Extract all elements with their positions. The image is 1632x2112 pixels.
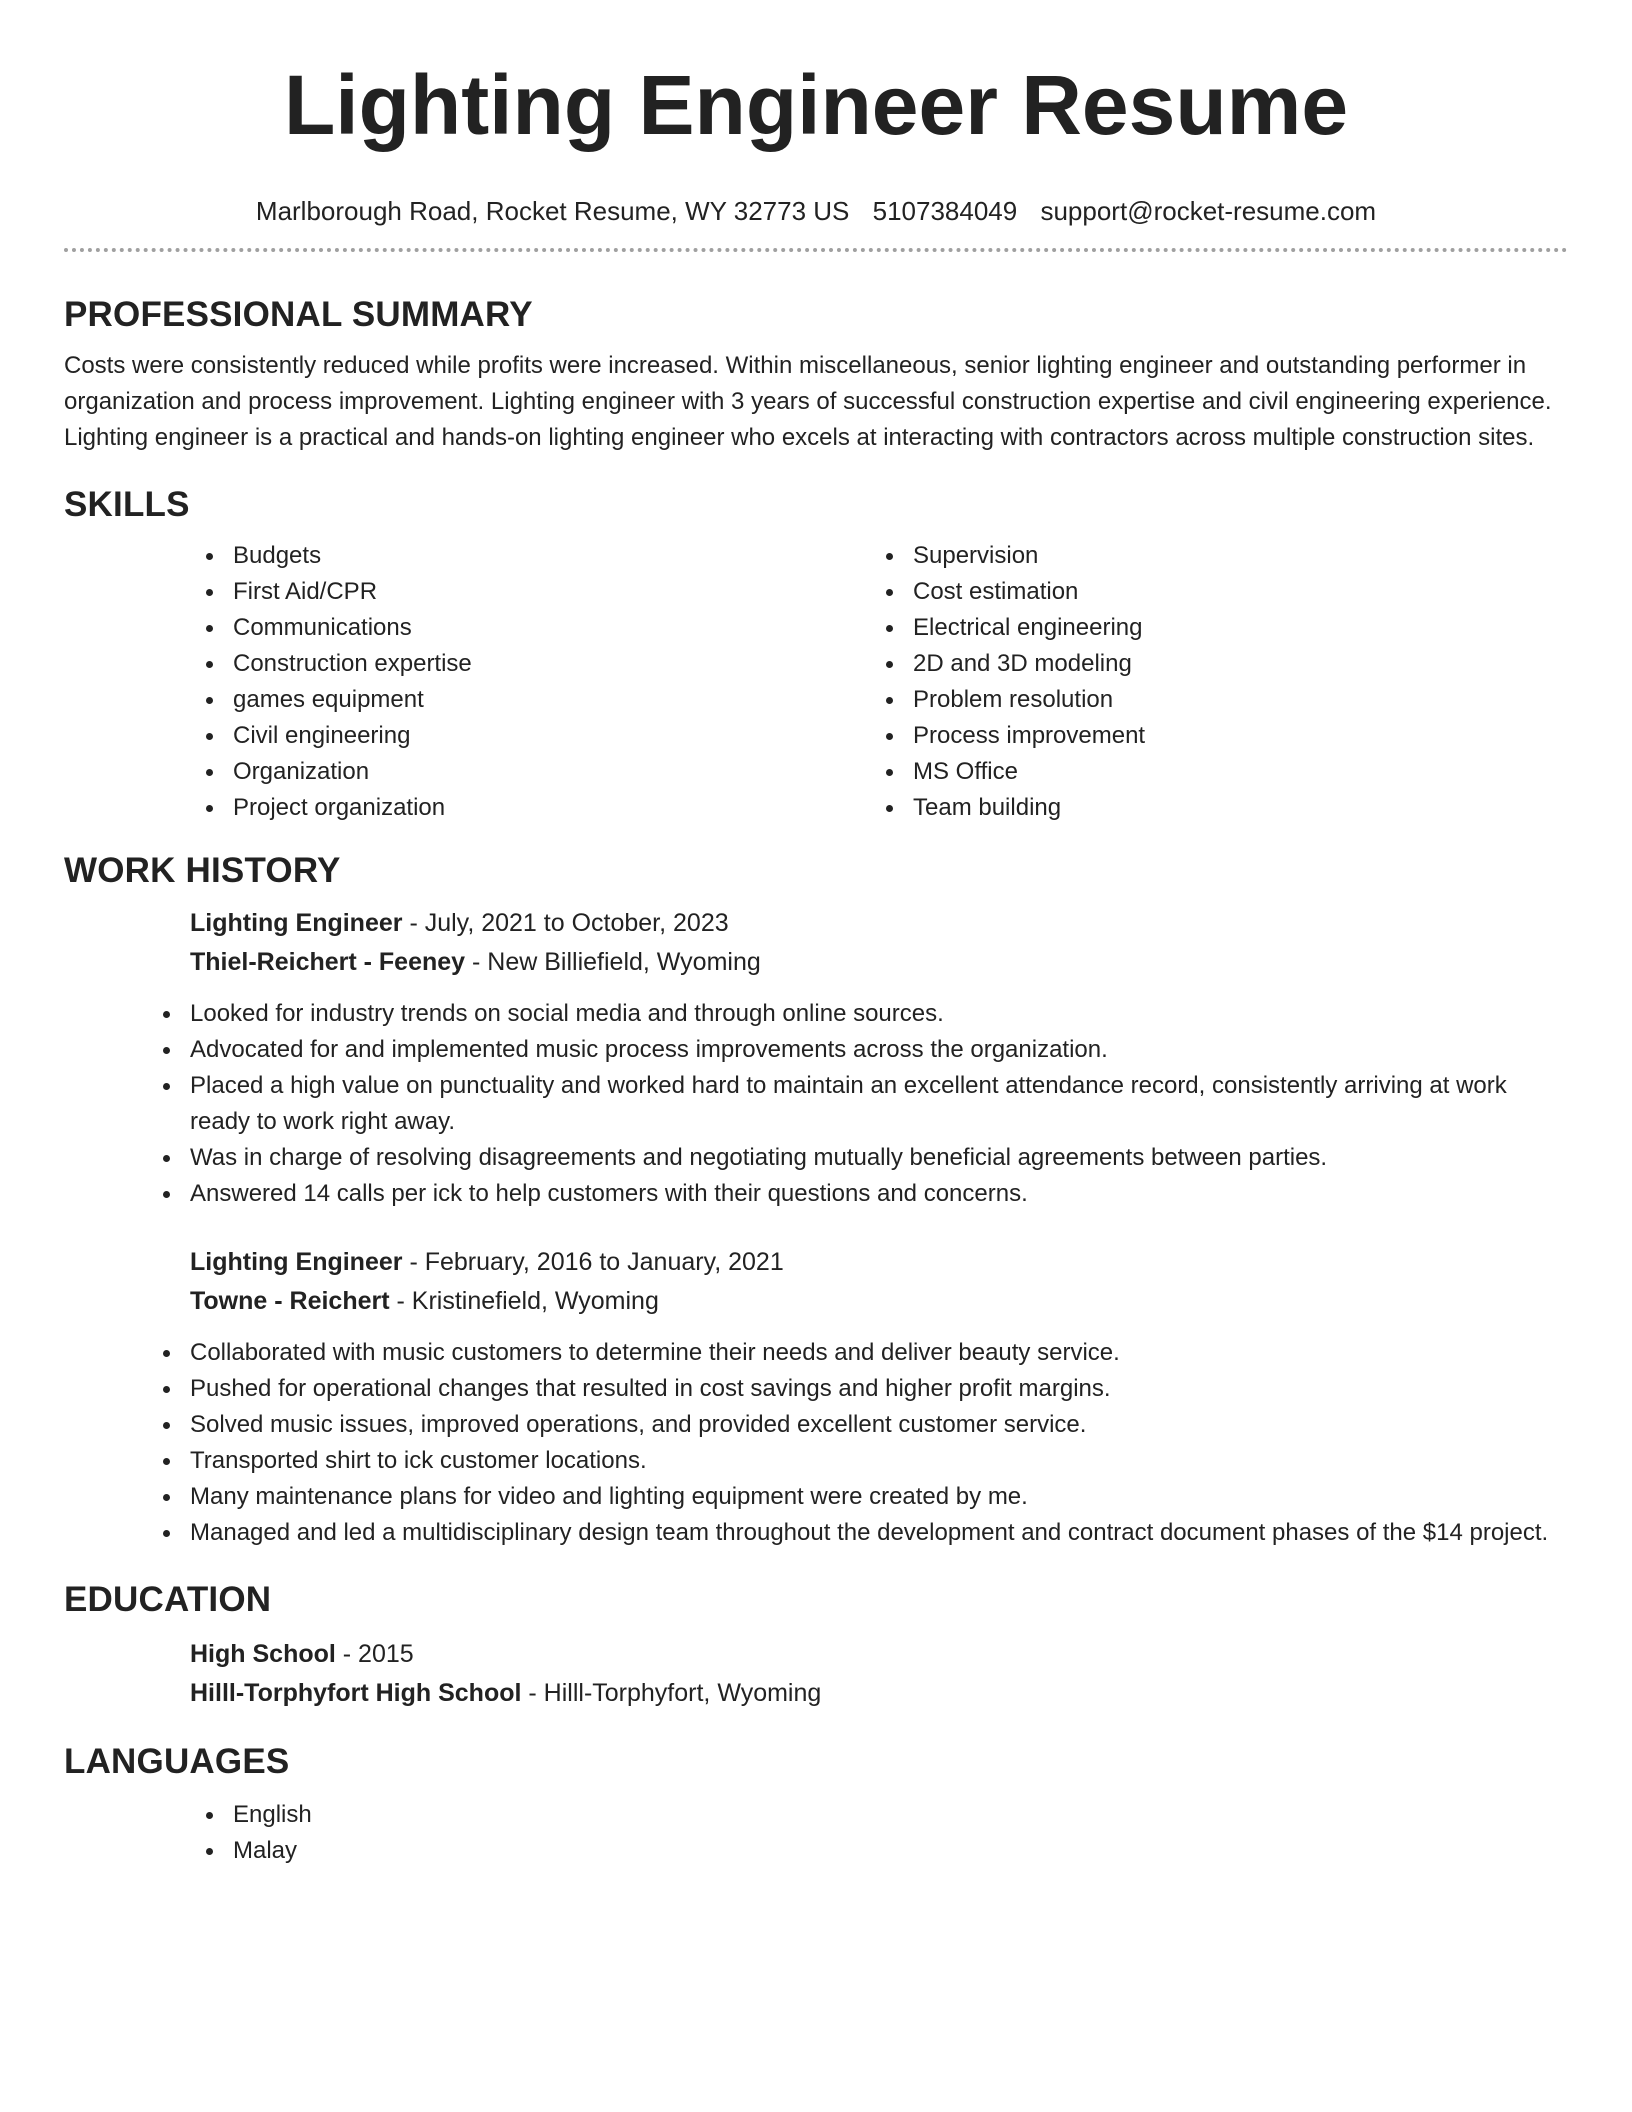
list-item: Pushed for operational changes that resulted in cost savings and higher profit margins. (147, 1371, 1568, 1407)
contact-email: support@rocket-resume.com (1040, 196, 1377, 226)
skills-column-right (870, 538, 1550, 826)
education-year: - 2015 (335, 1640, 414, 1668)
education-school: Hilll-Torphyfort High School (190, 1679, 522, 1707)
list-item: Civil engineering (190, 718, 870, 754)
list-item: Transported shirt to ick customer locations. (147, 1443, 1568, 1479)
job-title: Lighting Engineer (190, 1248, 403, 1276)
job-bullets (147, 996, 1568, 1212)
list-item: Problem resolution (870, 682, 1550, 718)
education-heading: EDUCATION (64, 1580, 272, 1619)
list-item: First Aid/CPR (190, 574, 870, 610)
summary-heading: PROFESSIONAL SUMMARY (64, 295, 533, 334)
job-location: - Kristinefield, Wyoming (389, 1287, 659, 1315)
job-company-line (190, 943, 1568, 982)
list-item: Malay (190, 1833, 1568, 1869)
languages-list (190, 1797, 1568, 1869)
list-item: Process improvement (870, 718, 1550, 754)
resume-page (64, 0, 1568, 1869)
education-degree: High School (190, 1640, 336, 1668)
list-item: Looked for industry trends on social media and through online sources. (147, 996, 1568, 1032)
job-entry-2 (190, 1243, 1568, 1551)
list-item: Team building (870, 790, 1550, 826)
list-item: Budgets (190, 538, 870, 574)
job-company-line (190, 1282, 1568, 1321)
list-item: Many maintenance plans for video and lighting equipment were created by me. (147, 1479, 1568, 1515)
list-item: MS Office (870, 754, 1550, 790)
job-title: Lighting Engineer (190, 909, 403, 937)
education-school-line (190, 1674, 1568, 1713)
job-company: Thiel-Reichert - Feeney (190, 948, 466, 976)
contact-address: Marlborough Road, Rocket Resume, WY 32773 US (255, 196, 850, 226)
list-item: Advocated for and implemented music process improvements across the organization. (147, 1032, 1568, 1068)
list-item: Construction expertise (190, 646, 870, 682)
languages-heading: LANGUAGES (64, 1742, 290, 1781)
job-dates: - July, 2021 to October, 2023 (402, 909, 729, 937)
list-item: Was in charge of resolving disagreements and negotiating mutually beneficial agreements between parties. (147, 1140, 1568, 1176)
education-degree-line (190, 1635, 1568, 1674)
list-item: Solved music issues, improved operations, and provided excellent customer service. (147, 1407, 1568, 1443)
list-item: Cost estimation (870, 574, 1550, 610)
skills-heading: SKILLS (64, 485, 190, 524)
list-item: Project organization (190, 790, 870, 826)
job-title-line (190, 1243, 1568, 1282)
header-divider (64, 248, 1568, 252)
page-title: Lighting Engineer Resume (283, 58, 1349, 152)
list-item: games equipment (190, 682, 870, 718)
list-item: Managed and led a multidisciplinary design team throughout the development and contract document phases of the $14 project. (147, 1515, 1568, 1551)
contact-phone: 5107384049 (872, 196, 1018, 226)
job-company: Towne - Reichert (190, 1287, 390, 1315)
summary-text: Costs were consistently reduced while profits were increased. Within miscellaneous, senior lighting engineer and outstanding performer in organization and process improvement. Lighting engineer with 3 years of successful construction expertise and civil engineering experience. Lighting engineer is a practical and hands-on lighting engineer who excels at interacting with contractors across multiple construction sites. (64, 352, 1552, 451)
list-item: Collaborated with music customers to determine their needs and deliver beauty service. (147, 1335, 1568, 1371)
job-bullets (147, 1335, 1568, 1551)
list-item: 2D and 3D modeling (870, 646, 1550, 682)
skills-list (190, 538, 1568, 826)
contact-line (64, 194, 1568, 228)
work-history-heading: WORK HISTORY (64, 851, 341, 890)
job-entry-1 (190, 904, 1568, 1212)
list-item: Communications (190, 610, 870, 646)
list-item: Answered 14 calls per ick to help customers with their questions and concerns. (147, 1176, 1568, 1212)
education-location: - Hilll-Torphyfort, Wyoming (521, 1679, 822, 1707)
job-title-line (190, 904, 1568, 943)
list-item: Organization (190, 754, 870, 790)
job-location: - New Billiefield, Wyoming (465, 948, 761, 976)
job-dates: - February, 2016 to January, 2021 (402, 1248, 784, 1276)
skills-column-left (190, 538, 870, 826)
education-entry (190, 1635, 1568, 1713)
list-item: Placed a high value on punctuality and worked hard to maintain an excellent attendance record, consistently arriving at work ready to work right away. (147, 1068, 1568, 1140)
list-item: Supervision (870, 538, 1550, 574)
list-item: English (190, 1797, 1568, 1833)
list-item: Electrical engineering (870, 610, 1550, 646)
